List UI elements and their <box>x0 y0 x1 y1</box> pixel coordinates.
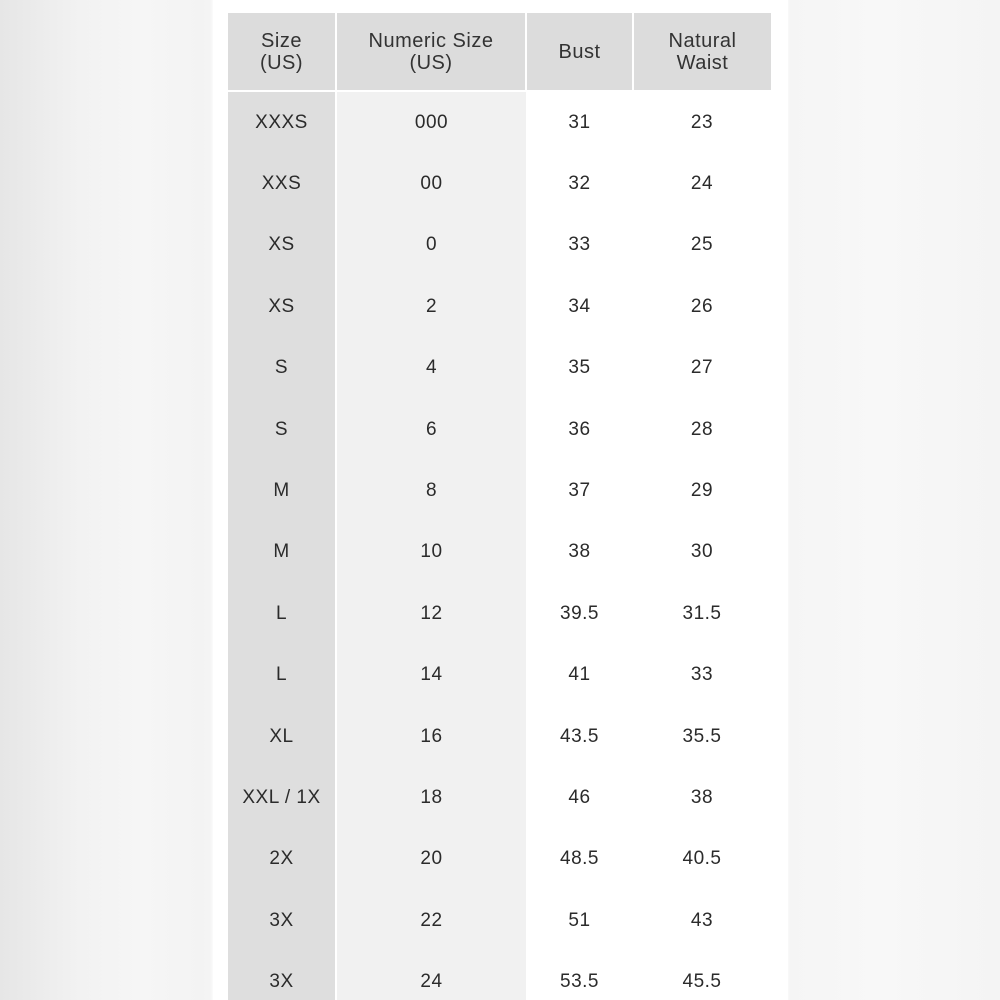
table-row <box>228 583 771 644</box>
cell-numeric-size: 8 <box>336 460 526 521</box>
cell-bust: 32 <box>526 153 633 214</box>
cell-bust: 33 <box>526 215 633 276</box>
header-bust-line-1: Bust <box>558 40 601 63</box>
cell-numeric-size: 14 <box>336 645 526 706</box>
cell-numeric-size: 16 <box>336 706 526 767</box>
header-size-line-1: Size <box>261 29 302 52</box>
cell-natural-waist: 43 <box>633 890 771 951</box>
cell-size: S <box>228 338 336 399</box>
cell-natural-waist: 24 <box>633 153 771 214</box>
header-size <box>228 13 336 91</box>
cell-bust: 38 <box>526 522 633 583</box>
cell-natural-waist: 27 <box>633 338 771 399</box>
cell-natural-waist: 35.5 <box>633 706 771 767</box>
cell-numeric-size: 6 <box>336 399 526 460</box>
cell-size: L <box>228 583 336 644</box>
cell-bust: 53.5 <box>526 951 633 1000</box>
cell-size: L <box>228 645 336 706</box>
table-row <box>228 522 771 583</box>
cell-size: M <box>228 522 336 583</box>
cell-size: XS <box>228 215 336 276</box>
cell-numeric-size: 00 <box>336 153 526 214</box>
cell-natural-waist: 38 <box>633 767 771 828</box>
cell-numeric-size: 0 <box>336 215 526 276</box>
cell-natural-waist: 23 <box>633 91 771 153</box>
cell-bust: 35 <box>526 338 633 399</box>
cell-numeric-size: 4 <box>336 338 526 399</box>
cell-natural-waist: 40.5 <box>633 829 771 890</box>
table-row <box>228 91 771 153</box>
cell-numeric-size: 18 <box>336 767 526 828</box>
table-row <box>228 460 771 521</box>
header-natural-waist <box>633 13 771 91</box>
table-row <box>228 645 771 706</box>
header-waist-line-2: Waist <box>676 51 729 74</box>
cell-size: M <box>228 460 336 521</box>
table-row <box>228 951 771 1000</box>
cell-size: XXS <box>228 153 336 214</box>
cell-size: 3X <box>228 951 336 1000</box>
table-body <box>228 91 771 1000</box>
cell-numeric-size: 24 <box>336 951 526 1000</box>
cell-natural-waist: 25 <box>633 215 771 276</box>
cell-bust: 37 <box>526 460 633 521</box>
table-row <box>228 215 771 276</box>
header-numeric-line-1: Numeric Size <box>368 29 494 52</box>
cell-bust: 31 <box>526 91 633 153</box>
cell-bust: 43.5 <box>526 706 633 767</box>
cell-bust: 46 <box>526 767 633 828</box>
header-size-line-2: (US) <box>259 51 304 74</box>
cell-size: 2X <box>228 829 336 890</box>
cell-natural-waist: 33 <box>633 645 771 706</box>
table-header <box>228 13 771 91</box>
header-row <box>228 13 771 91</box>
cell-natural-waist: 28 <box>633 399 771 460</box>
cell-numeric-size: 20 <box>336 829 526 890</box>
cell-bust: 39.5 <box>526 583 633 644</box>
header-bust <box>526 13 633 91</box>
table-row <box>228 829 771 890</box>
cell-bust: 48.5 <box>526 829 633 890</box>
cell-numeric-size: 22 <box>336 890 526 951</box>
table-row <box>228 767 771 828</box>
cell-bust: 51 <box>526 890 633 951</box>
cell-numeric-size: 10 <box>336 522 526 583</box>
cell-size: XL <box>228 706 336 767</box>
cell-natural-waist: 31.5 <box>633 583 771 644</box>
table-row <box>228 706 771 767</box>
cell-natural-waist: 26 <box>633 276 771 337</box>
cell-size: 3X <box>228 890 336 951</box>
table-row <box>228 399 771 460</box>
cell-bust: 36 <box>526 399 633 460</box>
size-chart-card <box>213 0 788 1000</box>
cell-numeric-size: 000 <box>336 91 526 153</box>
cell-natural-waist: 45.5 <box>633 951 771 1000</box>
cell-bust: 41 <box>526 645 633 706</box>
cell-size: XS <box>228 276 336 337</box>
cell-numeric-size: 12 <box>336 583 526 644</box>
cell-bust: 34 <box>526 276 633 337</box>
cell-natural-waist: 29 <box>633 460 771 521</box>
cell-size: XXXS <box>228 91 336 153</box>
table-row <box>228 338 771 399</box>
table-row <box>228 153 771 214</box>
table-row <box>228 276 771 337</box>
cell-size: S <box>228 399 336 460</box>
cell-size: XXL / 1X <box>228 767 336 828</box>
header-numeric-size <box>336 13 526 91</box>
header-waist-line-1: Natural <box>668 29 737 52</box>
size-chart-table <box>228 13 771 1000</box>
header-numeric-line-2: (US) <box>409 51 453 74</box>
table-row <box>228 890 771 951</box>
cell-numeric-size: 2 <box>336 276 526 337</box>
cell-natural-waist: 30 <box>633 522 771 583</box>
